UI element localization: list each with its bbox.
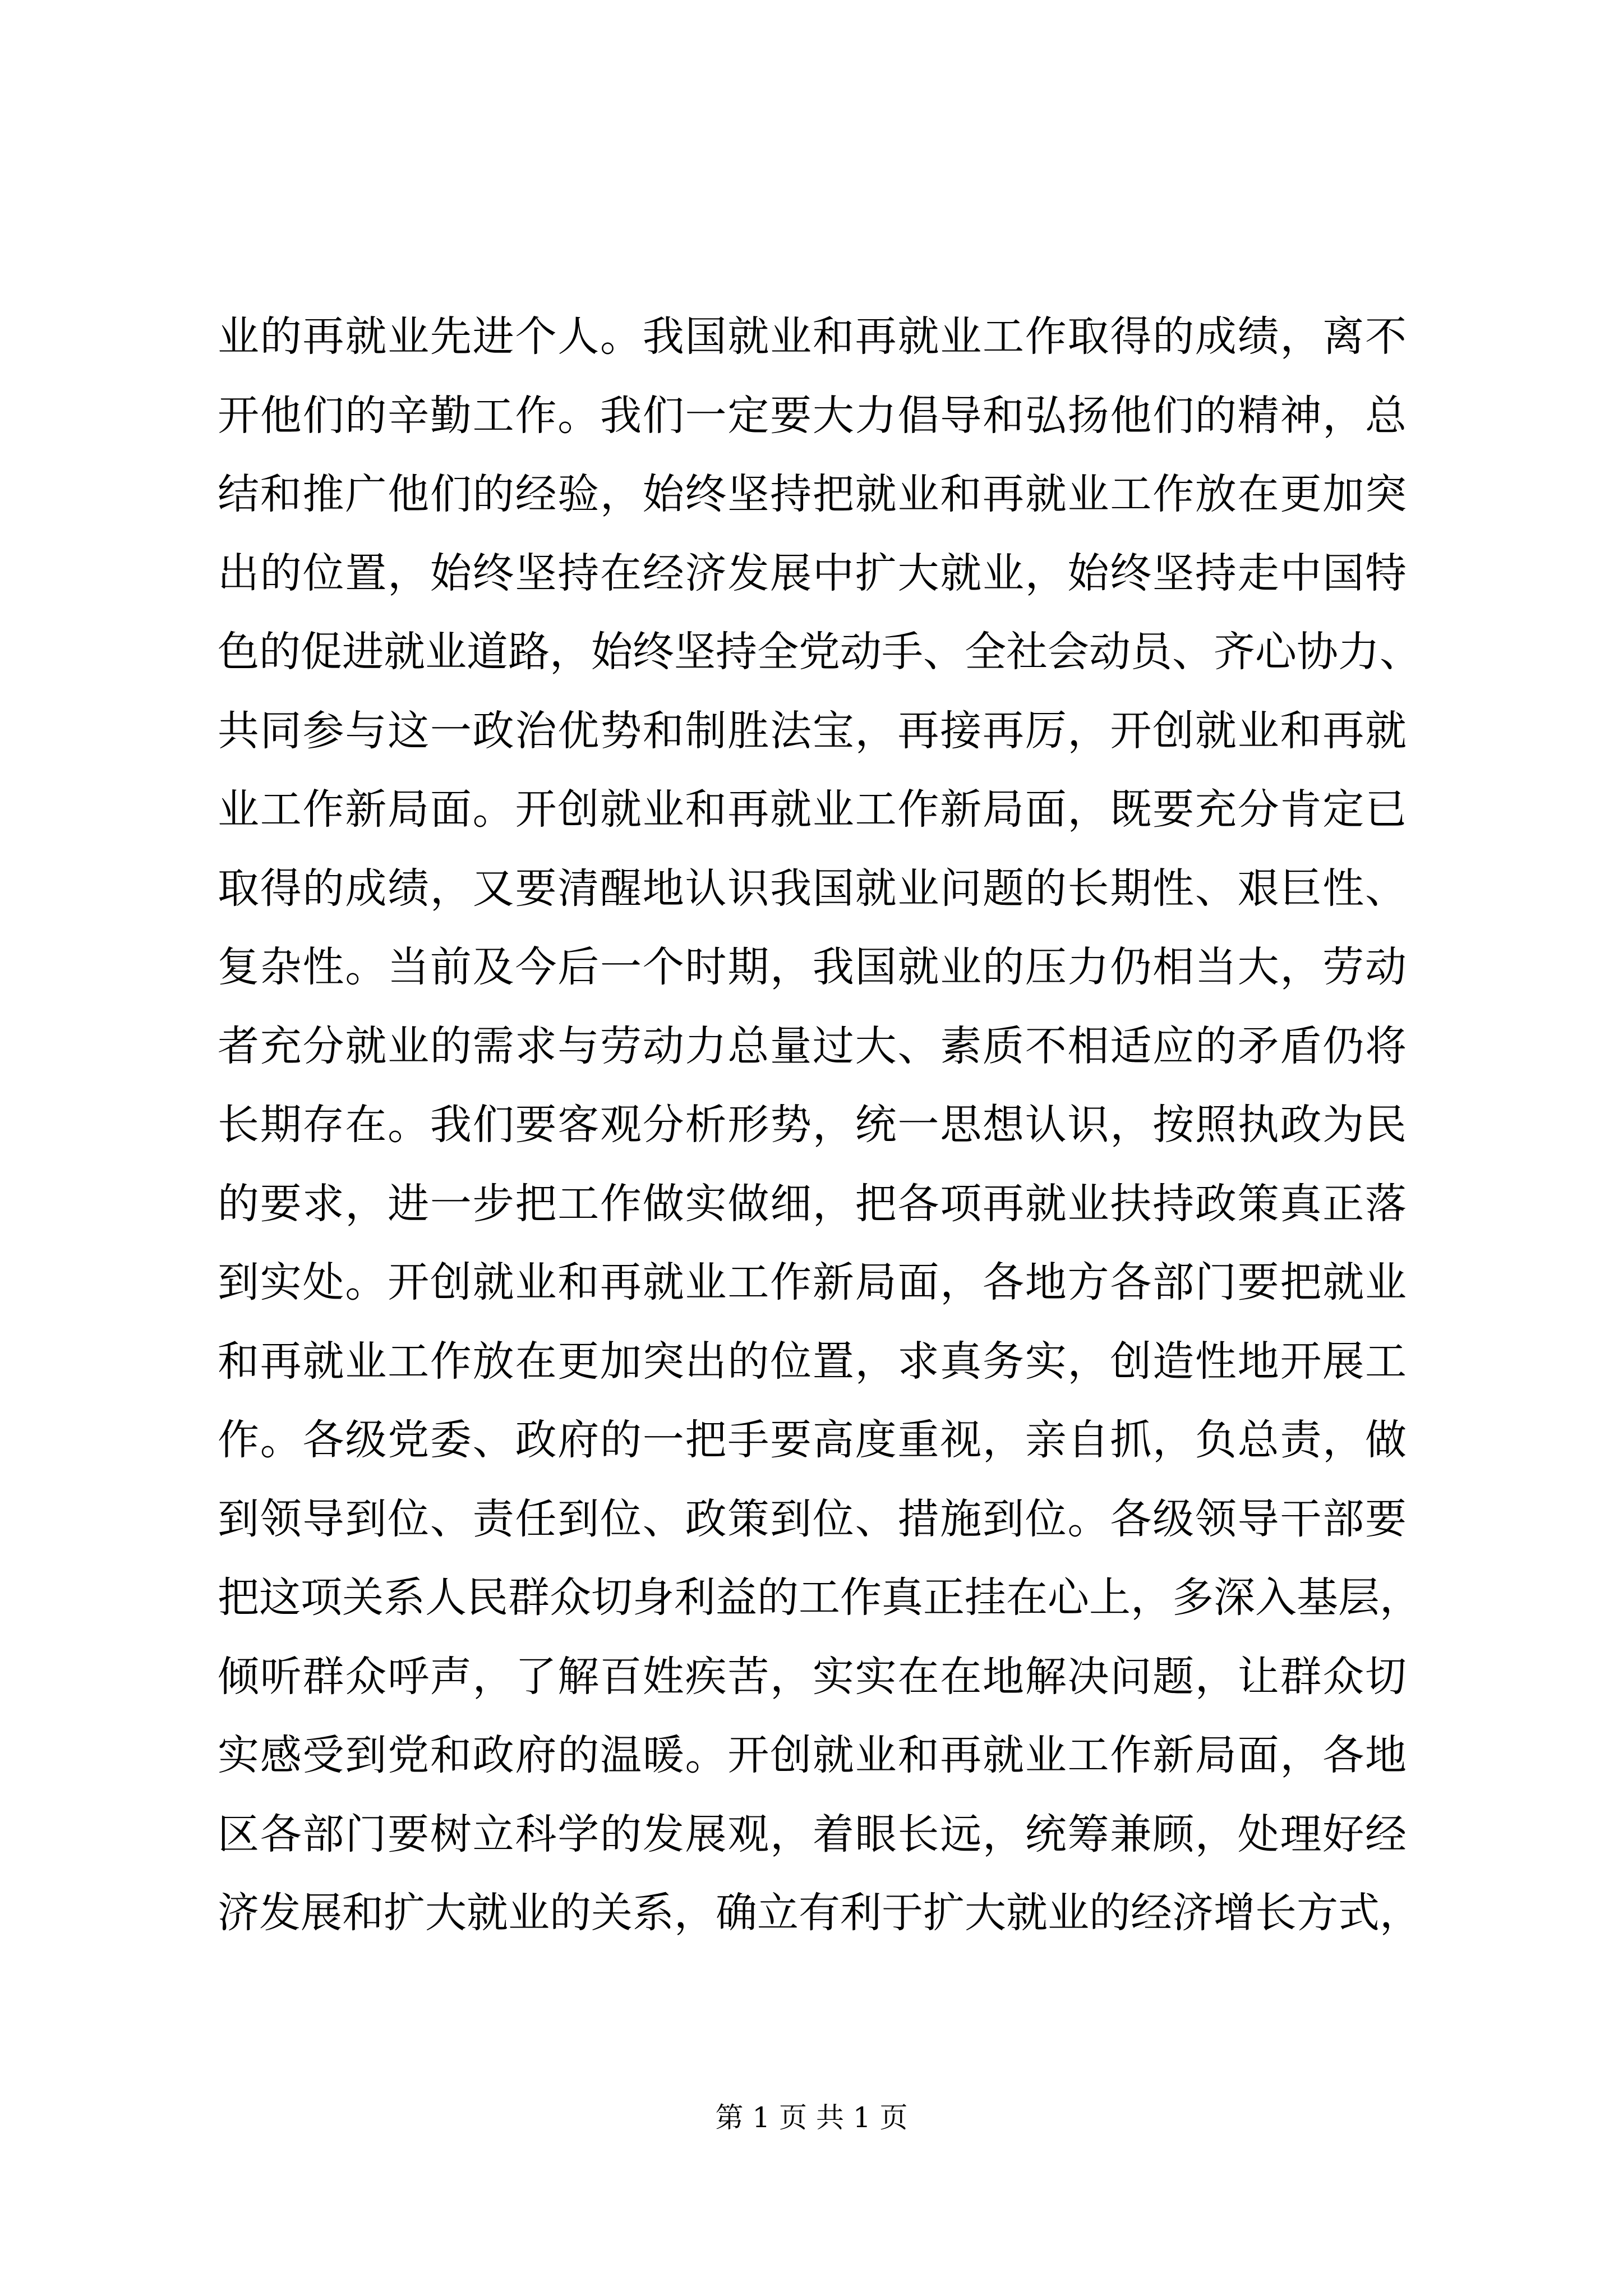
- text-line: 倾听群众呼声，了解百姓疾苦，实实在在地解决问题，让群众切: [218, 1652, 1407, 1701]
- text-line: 到实处。开创就业和再就业工作新局面，各地方各部门要把就业: [218, 1258, 1407, 1306]
- text-line: 业的再就业先进个人。我国就业和再就业工作取得的成绩，离不: [218, 312, 1407, 361]
- text-line: 复杂性。当前及今后一个时期，我国就业的压力仍相当大，劳动: [218, 943, 1407, 991]
- text-line: 的要求，进一步把工作做实做细，把各项再就业扶持政策真正落: [218, 1179, 1407, 1228]
- text-line: 开他们的辛勤工作。我们一定要大力倡导和弘扬他们的精神，总: [218, 391, 1407, 440]
- text-line: 区各部门要树立科学的发展观，着眼长远，统筹兼顾，处理好经: [218, 1810, 1407, 1858]
- text-line: 实感受到党和政府的温暖。开创就业和再就业工作新局面，各地: [218, 1731, 1407, 1779]
- text-line: 取得的成绩，又要清醒地认识我国就业问题的长期性、艰巨性、: [218, 864, 1407, 913]
- text-line: 色的促进就业道路，始终坚持全党动手、全社会动员、齐心协力、: [218, 628, 1421, 676]
- text-line: 业工作新局面。开创就业和再就业工作新局面，既要充分肯定已: [218, 785, 1407, 834]
- text-line: 结和推广他们的经验，始终坚持把就业和再就业工作放在更加突: [218, 470, 1407, 518]
- text-line: 作。各级党委、政府的一把手要高度重视，亲自抓，负总责，做: [218, 1416, 1407, 1464]
- text-line: 共同参与这一政治优势和制胜法宝，再接再厉，开创就业和再就: [218, 706, 1407, 755]
- page-number: 第 1 页 共 1 页: [715, 2101, 908, 2134]
- text-line: 出的位置，始终坚持在经济发展中扩大就业，始终坚持走中国特: [218, 549, 1407, 597]
- text-line: 把这项关系人民群众切身利益的工作真正挂在心上，多深入基层，: [218, 1573, 1421, 1622]
- text-line: 济发展和扩大就业的关系，确立有利于扩大就业的经济增长方式，: [218, 1889, 1421, 1937]
- page-footer: [0, 2098, 1623, 2137]
- body-text: [218, 297, 1421, 1953]
- text-line: 者充分就业的需求与劳动力总量过大、素质不相适应的矛盾仍将: [218, 1022, 1407, 1070]
- text-line: 和再就业工作放在更加突出的位置，求真务实，创造性地开展工: [218, 1337, 1407, 1386]
- text-line: 长期存在。我们要客观分析形势，统一思想认识，按照执政为民: [218, 1101, 1407, 1149]
- text-line: 到领导到位、责任到位、政策到位、措施到位。各级领导干部要: [218, 1494, 1407, 1543]
